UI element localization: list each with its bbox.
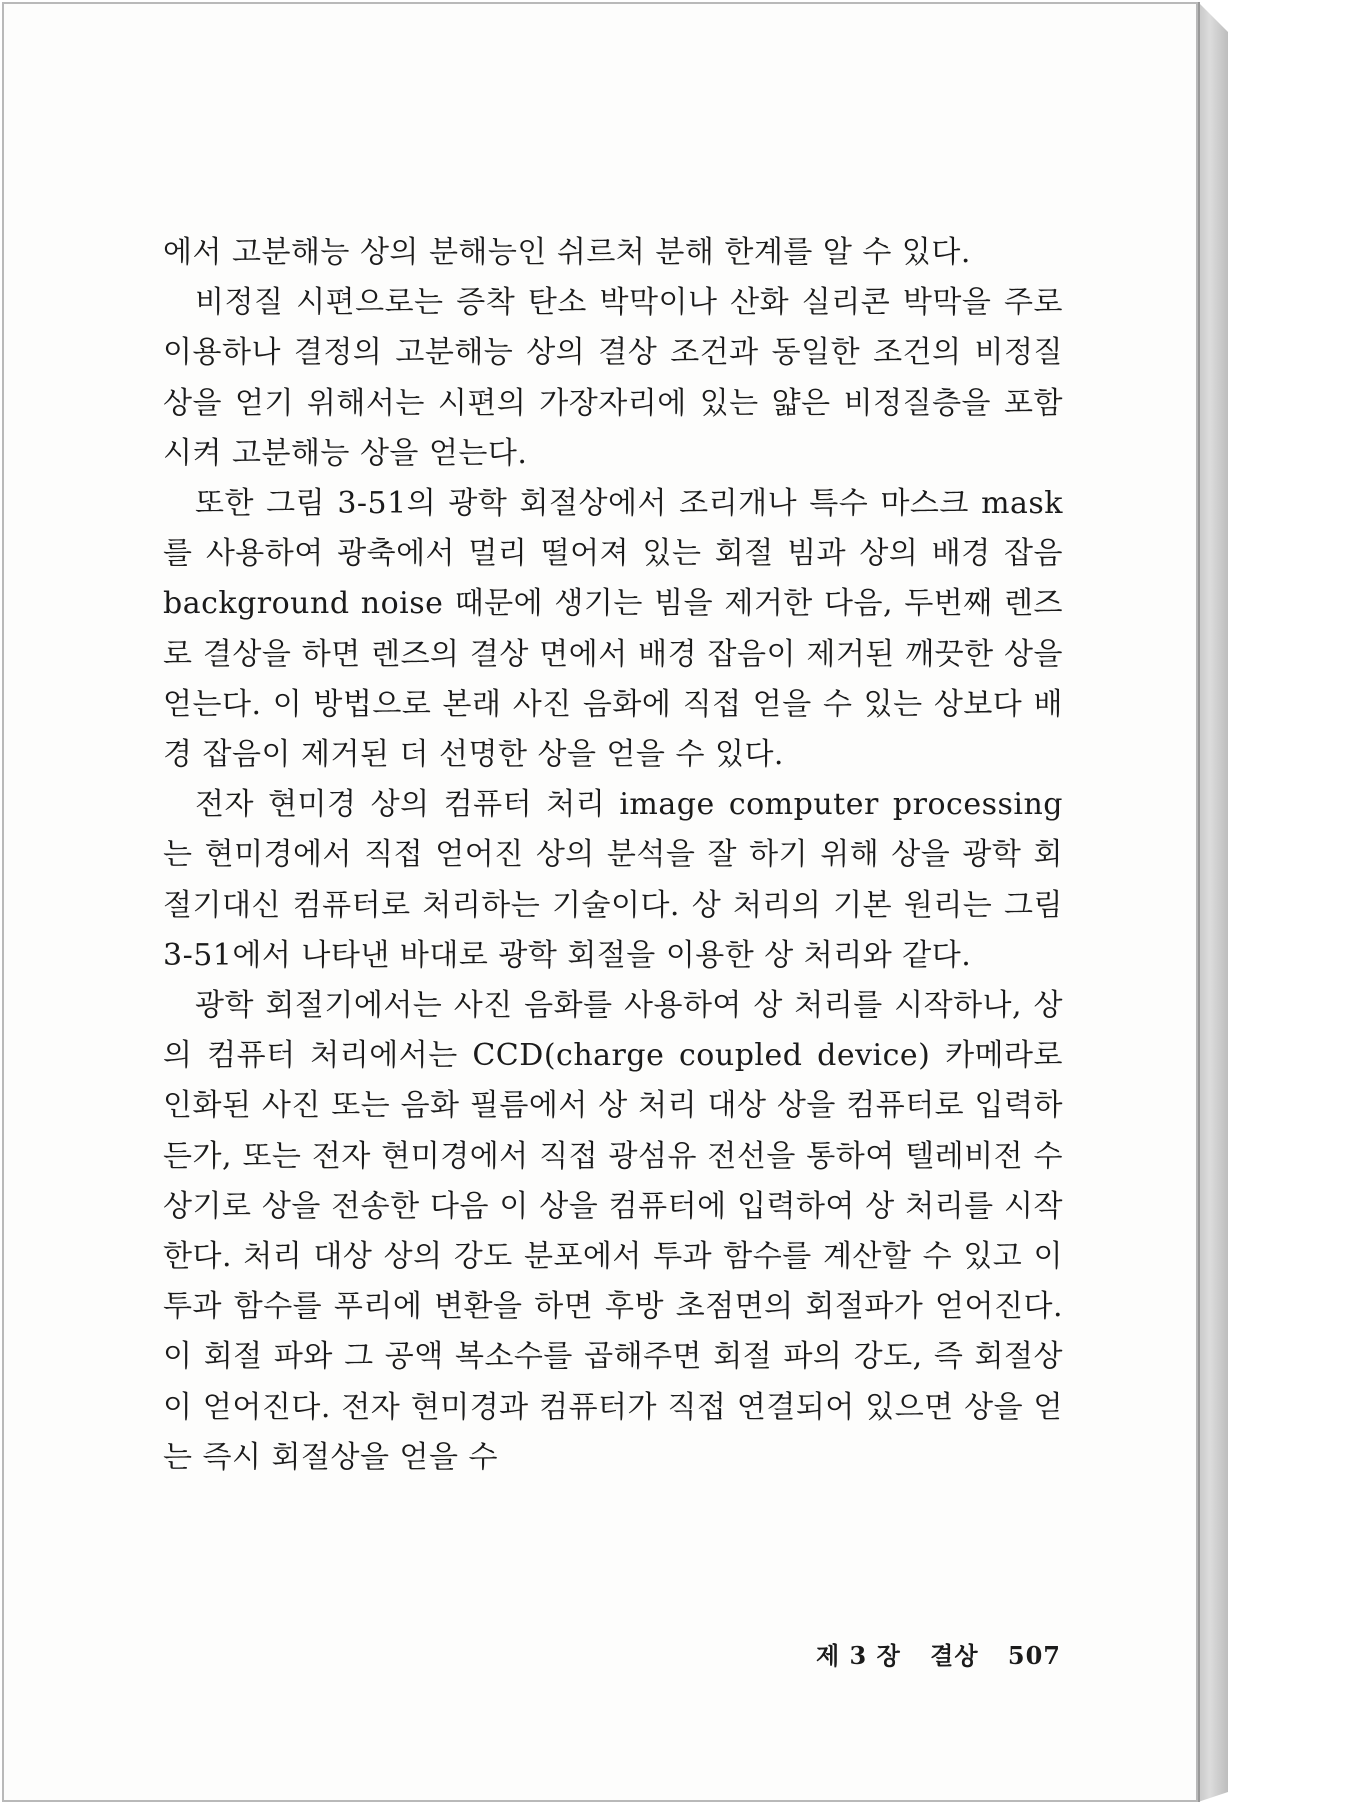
page-footer (816, 1636, 1061, 1671)
page-edge-shadow (1198, 2, 1228, 1802)
paragraph-computer-processing: 전자 현미경 상의 컴퓨터 처리 image computer processing 는 현미경에서 직접 얻어진 상의 분석을 잘 하기 위해 상을 광학 회절기대신 컴퓨터로 처리하는 기술이다. 상 처리의 기본 원리는 그림 3-51에서 나타낸 바대로 광학 회절을 이용한 상 처리와 같다. (163, 787, 1063, 973)
footer-chapter: 제 3 장 (816, 1641, 901, 1670)
paragraph-amorphous-specimen: 비정질 시편으로는 증착 탄소 박막이나 산화 실리콘 박막을 주로 이용하나 결정의 고분해능 상의 결상 조건과 동일한 조건의 비정질 상을 얻기 위해서는 시편의 가장자리에 있는 얇은 비정질층을 포함시켜 고분해능 상을 얻는다. (163, 285, 1063, 471)
footer-page-number: 507 (1007, 1641, 1061, 1670)
footer-chapter-title: 결상 (930, 1641, 979, 1670)
paragraph-ccd-camera: 광학 회절기에서는 사진 음화를 사용하여 상 처리를 시작하나, 상의 컴퓨터 처리에서는 CCD(charge coupled device) 카메라로 인화된 사진 또는 음화 필름에서 상 처리 대상 상을 컴퓨터로 입력하든가, 또는 전자 현미경에서 직접 광섬유 전선을 통하여 텔레비전 수상기로 상을 전송한 다음 이 상을 컴퓨터에 입력하여 상 처리를 시작한다. 처리 대상 상의 강도 분포에서 투과 함수를 계산할 수 있고 이 투과 함수를 푸리에 변환을 하면 후방 초점면의 회절파가 얻어진다. 이 회절 파와 그 공액 복소수를 곱해주면 회절 파의 강도, 즉 회절상이 얻어진다. 전자 현미경과 컴퓨터가 직접 연결되어 있으면 상을 얻는 즉시 회절상을 얻을 수 (163, 988, 1063, 1475)
paragraph-optical-diffraction: 또한 그림 3-51의 광학 회절상에서 조리개나 특수 마스크 mask를 사용하여 광축에서 멀리 떨어져 있는 회절 빔과 상의 배경 잡음 background noise 때문에 생기는 빔을 제거한 다음, 두번째 렌즈로 결상을 하면 렌즈의 결상 면에서 배경 잡음이 제거된 깨끗한 상을 얻는다. 이 방법으로 본래 사진 음화에 직접 얻을 수 있는 상보다 배경 잡음이 제거된 더 선명한 상을 얻을 수 있다. (163, 486, 1063, 773)
paragraph-continuation: 에서 고분해능 상의 분해능인 쉬르처 분해 한계를 알 수 있다. (163, 235, 971, 270)
page-edge-line (1198, 2, 1200, 1802)
body-text (163, 228, 1063, 1483)
